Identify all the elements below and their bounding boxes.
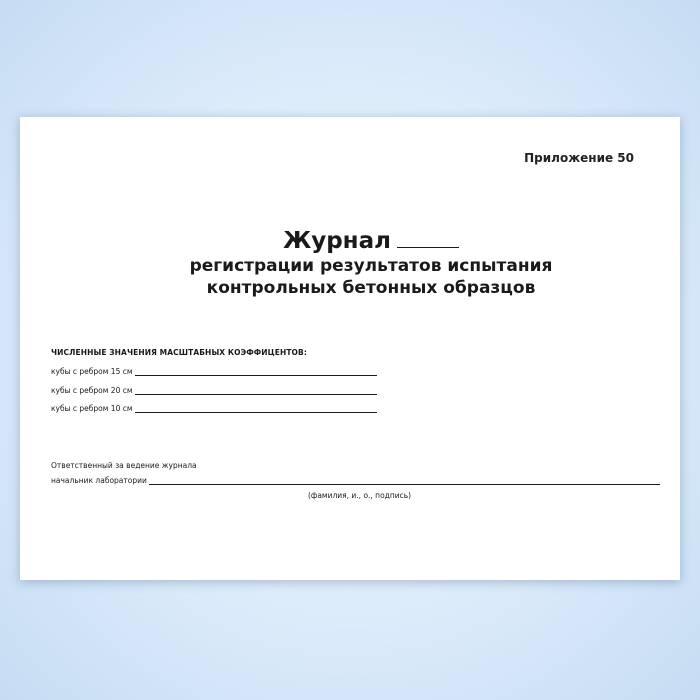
journal-subtitle-line2: контрольных бетонных образцов — [206, 278, 536, 298]
lab-head-label: начальник лаборатории — [51, 476, 147, 485]
signature-blank-line — [149, 476, 660, 485]
appendix-label: Приложение 50 — [524, 151, 634, 165]
journal-number-blank — [397, 229, 459, 248]
journal-title — [20, 227, 680, 255]
coefficients-heading: ЧИСЛЕННЫЕ ЗНАЧЕНИЯ МАСШТАБНЫХ КОЭФФИЦЕНТОВ: — [51, 348, 307, 357]
coefficient-row-15cm — [51, 367, 377, 376]
lab-head-row — [51, 476, 660, 485]
responsible-label: Ответственный за ведение журнала — [51, 461, 197, 470]
document-page — [20, 117, 680, 580]
coefficient-blank-line — [135, 386, 377, 395]
coefficient-label: кубы с ребром 15 см — [51, 367, 133, 376]
coefficient-row-10cm — [51, 404, 377, 413]
journal-subtitle-line1: регистрации результатов испытания — [189, 256, 553, 276]
signature-caption: (фамилия, и., о., подпись) — [308, 491, 412, 500]
coefficient-blank-line — [135, 367, 377, 376]
coefficient-label: кубы с ребром 20 см — [51, 386, 133, 395]
coefficient-label: кубы с ребром 10 см — [51, 404, 133, 413]
journal-title-text: Журнал — [283, 228, 391, 254]
coefficient-row-20cm — [51, 386, 377, 395]
coefficient-blank-line — [135, 404, 377, 413]
title-block — [20, 227, 680, 299]
